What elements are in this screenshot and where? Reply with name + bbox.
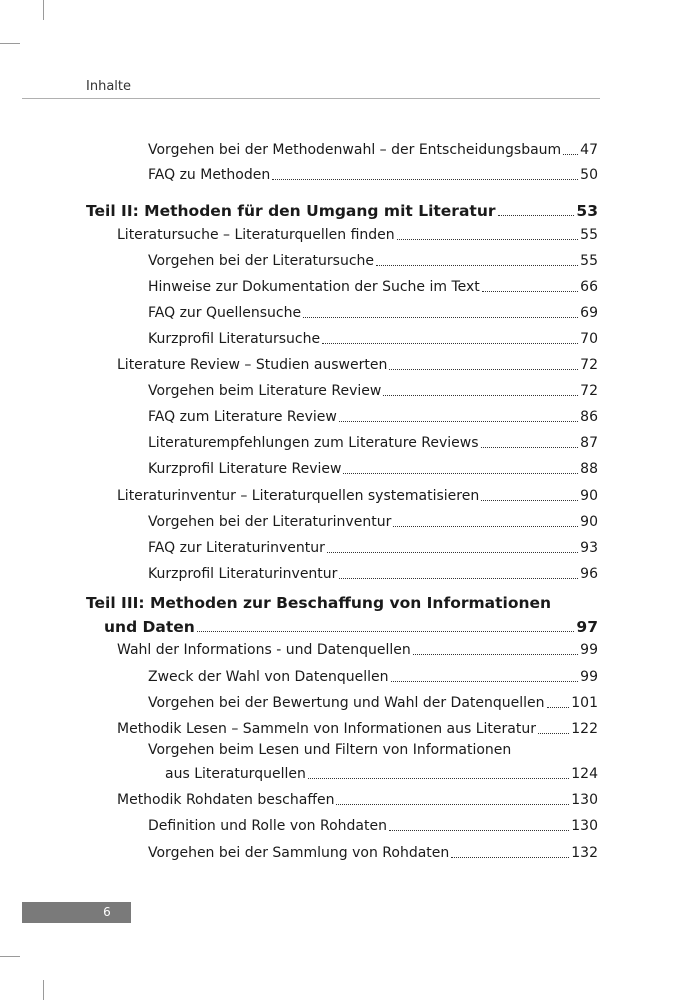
toc-entry-title: Literature Review – Studien auswerten bbox=[117, 357, 388, 373]
dot-leader bbox=[413, 653, 578, 655]
toc-entry-title: Methodik Rohdaten beschaffen bbox=[117, 792, 335, 808]
toc-entry-page: 101 bbox=[571, 695, 598, 711]
dot-leader bbox=[481, 446, 579, 448]
toc-part-entry[interactable] bbox=[104, 617, 598, 637]
dot-leader bbox=[336, 803, 569, 805]
toc-entry-title: FAQ zur Quellensuche bbox=[148, 305, 302, 321]
toc-entry[interactable] bbox=[148, 407, 598, 427]
toc-entry-page: 88 bbox=[580, 461, 598, 477]
dot-leader bbox=[538, 732, 569, 734]
running-header: Inhalte bbox=[86, 79, 131, 94]
toc-part-title-line[interactable]: Teil III: Methoden zur Beschaffung von Informationen bbox=[86, 594, 552, 612]
toc-entry-title: Vorgehen bei der Literaturinventur bbox=[148, 514, 392, 530]
toc-entry-page: 124 bbox=[571, 766, 598, 782]
dot-leader bbox=[376, 264, 578, 266]
page-number: 6 bbox=[103, 905, 111, 919]
toc-entry[interactable] bbox=[148, 843, 598, 863]
dot-leader bbox=[197, 630, 575, 632]
toc-entry-page: 55 bbox=[580, 253, 598, 269]
toc-entry-page: 72 bbox=[580, 383, 598, 399]
dot-leader bbox=[393, 525, 578, 527]
dot-leader bbox=[383, 394, 578, 396]
toc-entry[interactable] bbox=[148, 667, 598, 687]
toc-entry[interactable] bbox=[148, 303, 598, 323]
toc-entry-page: 130 bbox=[571, 818, 598, 834]
crop-mark bbox=[0, 956, 20, 957]
toc-entry-page: 69 bbox=[580, 305, 598, 321]
crop-mark bbox=[0, 43, 20, 44]
toc-entry[interactable] bbox=[117, 719, 598, 739]
toc-entry-title: Vorgehen bei der Bewertung und Wahl der Datenquellen bbox=[148, 695, 545, 711]
crop-mark bbox=[43, 0, 44, 20]
toc-entry-title: Vorgehen bei der Literatursuche bbox=[148, 253, 375, 269]
toc-entry-title: Literaturinventur – Literaturquellen systematisieren bbox=[117, 488, 480, 504]
toc-entry-title: Methodik Lesen – Sammeln von Informationen aus Literatur bbox=[117, 721, 536, 737]
crop-mark bbox=[43, 980, 44, 1000]
toc-entry-title: Vorgehen bei der Sammlung von Rohdaten bbox=[148, 845, 450, 861]
dot-leader bbox=[389, 829, 569, 831]
toc-entry-page: 55 bbox=[580, 227, 598, 243]
toc-entry-page: 70 bbox=[580, 331, 598, 347]
toc-entry[interactable] bbox=[148, 512, 598, 532]
toc-entry-page: 86 bbox=[580, 409, 598, 425]
toc-entry-title: FAQ zu Methoden bbox=[148, 167, 271, 183]
toc-entry-title: Hinweise zur Dokumentation der Suche im Text bbox=[148, 279, 480, 295]
toc-entry-title: Vorgehen beim Literature Review bbox=[148, 383, 382, 399]
toc-entry[interactable] bbox=[165, 764, 598, 784]
toc-entry-page: 97 bbox=[576, 618, 598, 636]
toc-entry-title: Wahl der Informations - und Datenquellen bbox=[117, 642, 411, 658]
toc-entry[interactable] bbox=[117, 225, 598, 245]
dot-leader bbox=[308, 777, 569, 779]
toc-entry-title: und Daten bbox=[104, 618, 195, 636]
dot-leader bbox=[327, 551, 578, 553]
toc-entry[interactable] bbox=[148, 251, 598, 271]
dot-leader bbox=[397, 238, 579, 240]
toc-entry[interactable] bbox=[117, 790, 598, 810]
toc-entry-page: 132 bbox=[571, 845, 598, 861]
dot-leader bbox=[322, 342, 578, 344]
dot-leader bbox=[303, 316, 578, 318]
toc-entry-page: 66 bbox=[580, 279, 598, 295]
toc-entry-page: 87 bbox=[580, 435, 598, 451]
dot-leader bbox=[339, 577, 578, 579]
toc-entry-page: 50 bbox=[580, 167, 598, 183]
toc-entry-title: Kurzprofil Literaturinventur bbox=[148, 566, 338, 582]
toc-entry[interactable] bbox=[117, 486, 598, 506]
toc-entry-page: 99 bbox=[580, 642, 598, 658]
toc-entry[interactable] bbox=[117, 355, 598, 375]
toc-entry[interactable] bbox=[148, 693, 598, 713]
toc-entry-page: 99 bbox=[580, 669, 598, 685]
toc-entry-title-line[interactable]: Vorgehen beim Lesen und Filtern von Informationen bbox=[148, 742, 512, 758]
toc-entry-title: Vorgehen bei der Methodenwahl – der Entscheidungsbaum bbox=[148, 142, 562, 158]
dot-leader bbox=[498, 214, 575, 216]
dot-leader bbox=[391, 680, 579, 682]
toc-entry-title: Literatursuche – Literaturquellen finden bbox=[117, 227, 395, 243]
toc-entry-title: Teil II: Methoden für den Umgang mit Literatur bbox=[86, 202, 496, 220]
toc-entry-page: 130 bbox=[571, 792, 598, 808]
toc-entry[interactable] bbox=[117, 640, 598, 660]
toc-entry[interactable] bbox=[148, 433, 598, 453]
toc-entry-title: Zweck der Wahl von Datenquellen bbox=[148, 669, 389, 685]
dot-leader bbox=[451, 856, 569, 858]
toc-entry[interactable] bbox=[148, 277, 598, 297]
toc-entry-page: 47 bbox=[580, 142, 598, 158]
dot-leader bbox=[272, 178, 578, 180]
toc-entry-title: Kurzprofil Literature Review bbox=[148, 461, 342, 477]
toc-entry[interactable] bbox=[148, 564, 598, 584]
dot-leader bbox=[563, 153, 578, 155]
toc-entry-title: aus Literaturquellen bbox=[165, 766, 306, 782]
toc-entry[interactable] bbox=[148, 140, 598, 160]
dot-leader bbox=[547, 706, 570, 708]
dot-leader bbox=[481, 499, 578, 501]
toc-part-entry[interactable] bbox=[86, 201, 598, 221]
toc-entry-page: 90 bbox=[580, 514, 598, 530]
toc-entry-page: 53 bbox=[576, 202, 598, 220]
header-rule bbox=[22, 98, 600, 99]
toc-entry-title: Literaturempfehlungen zum Literature Reviews bbox=[148, 435, 479, 451]
dot-leader bbox=[389, 368, 578, 370]
toc-entry-page: 122 bbox=[571, 721, 598, 737]
toc-entry-title: FAQ zur Literaturinventur bbox=[148, 540, 325, 556]
dot-leader bbox=[482, 290, 578, 292]
toc-entry-page: 72 bbox=[580, 357, 598, 373]
toc-entry[interactable] bbox=[148, 538, 598, 558]
toc-entry[interactable] bbox=[148, 381, 598, 401]
toc-entry[interactable] bbox=[148, 816, 598, 836]
toc-entry[interactable] bbox=[148, 165, 598, 185]
dot-leader bbox=[343, 472, 578, 474]
toc-entry-title: FAQ zum Literature Review bbox=[148, 409, 337, 425]
dot-leader bbox=[339, 420, 578, 422]
toc-entry-page: 90 bbox=[580, 488, 598, 504]
toc-entry-page: 96 bbox=[580, 566, 598, 582]
toc-entry-title: Definition und Rolle von Rohdaten bbox=[148, 818, 387, 834]
toc-entry[interactable] bbox=[148, 329, 598, 349]
toc-entry[interactable] bbox=[148, 459, 598, 479]
toc-entry-page: 93 bbox=[580, 540, 598, 556]
toc-entry-title: Kurzprofil Literatursuche bbox=[148, 331, 321, 347]
